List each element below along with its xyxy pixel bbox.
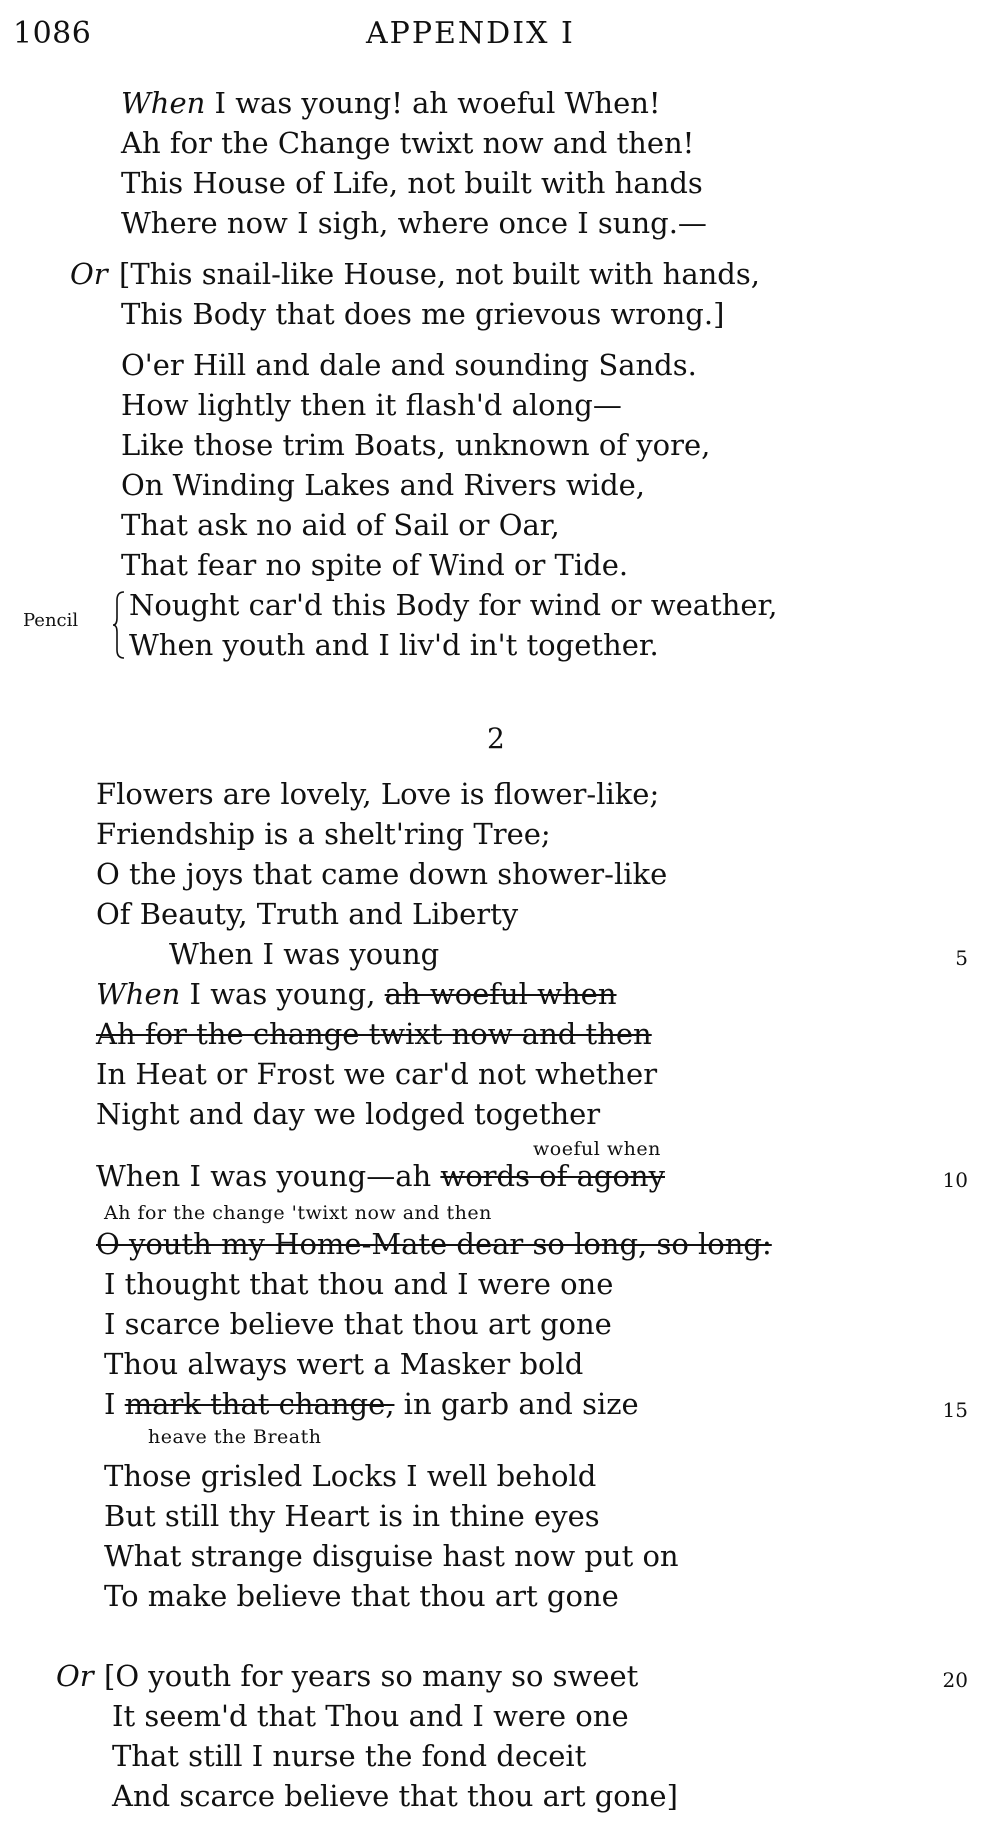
- poem-line: But still thy Heart is in thine eyes: [104, 1499, 600, 1533]
- poem-line: How lightly then it flash'd along—: [121, 388, 622, 422]
- or-label: Or: [70, 257, 108, 291]
- interlinear-annotation: woeful when: [533, 1138, 661, 1160]
- poem-line: I scarce believe that thou art gone: [104, 1307, 612, 1341]
- poem-line: [96, 1158, 665, 1194]
- line-text: I was young,: [180, 977, 385, 1011]
- poem-variant-line: And scarce believe that thou art gone]: [112, 1779, 678, 1813]
- poem-pencil-line: When youth and I liv'd in't together.: [129, 628, 659, 662]
- poem-line: Friendship is a shelt'ring Tree;: [96, 817, 551, 851]
- poem-line: [96, 1226, 772, 1262]
- struck-text: O youth my Home-Mate dear so long, so long:: [96, 1227, 772, 1261]
- or-label: Or: [56, 1659, 94, 1693]
- poem-line: Of Beauty, Truth and Liberty: [96, 897, 519, 931]
- poem-pencil-line: Nought car'd this Body for wind or weather,: [129, 588, 778, 622]
- left-brace-icon: [112, 590, 126, 660]
- line-number: 5: [955, 946, 968, 970]
- poem-line: When I was young: [169, 937, 440, 971]
- section-number: 2: [487, 722, 505, 755]
- poem-variant-line: [This snail-like House, not built with hands,: [119, 257, 760, 291]
- page-number: 1086: [13, 16, 92, 51]
- poem-line: That ask no aid of Sail or Oar,: [121, 508, 560, 542]
- interlinear-annotation: heave the Breath: [148, 1426, 322, 1448]
- poem-line: I thought that thou and I were one: [104, 1267, 614, 1301]
- poem-line: On Winding Lakes and Rivers wide,: [121, 468, 646, 502]
- poem-variant-line: This Body that does me grievous wrong.]: [121, 297, 725, 331]
- poem-line: Ah for the Change twixt now and then!: [121, 126, 695, 160]
- poem-line: O the joys that came down shower-like: [96, 857, 668, 891]
- line-text: When I was young—ah: [96, 1159, 441, 1193]
- line-number: 15: [942, 1398, 968, 1422]
- pencil-margin-label: Pencil: [23, 610, 79, 631]
- poem-line: In Heat or Frost we car'd not whether: [96, 1057, 658, 1091]
- line-number: 20: [942, 1668, 968, 1692]
- line-text: I was young! ah woeful When!: [205, 86, 661, 120]
- poem-line: That fear no spite of Wind or Tide.: [121, 548, 629, 582]
- poem-line: Night and day we lodged together: [96, 1097, 601, 1131]
- poem-line: Like those trim Boats, unknown of yore,: [121, 428, 711, 462]
- italic-word: When: [96, 977, 181, 1011]
- poem-line: Those grisled Locks I well behold: [104, 1459, 597, 1493]
- struck-text: ah woeful when: [384, 977, 617, 1011]
- poem-line: Flowers are lovely, Love is flower-like;: [96, 777, 660, 811]
- poem-line: Thou always wert a Masker bold: [104, 1347, 584, 1381]
- poem-line: O'er Hill and dale and sounding Sands.: [121, 348, 697, 382]
- struck-text: words of agony: [440, 1159, 665, 1193]
- line-text: I: [104, 1387, 125, 1421]
- poem-variant-line: [O youth for years so many so sweet: [104, 1659, 639, 1693]
- poem-line: Where now I sigh, where once I sung.—: [121, 206, 707, 240]
- struck-text: mark that change,: [124, 1387, 395, 1421]
- poem-variant-line: It seem'd that Thou and I were one: [112, 1699, 629, 1733]
- poem-line: [104, 1386, 639, 1422]
- poem-line: This House of Life, not built with hands: [121, 166, 703, 200]
- poem-line: [96, 1016, 652, 1052]
- italic-word: When: [121, 86, 206, 120]
- poem-line: [96, 976, 617, 1012]
- line-text: in garb and size: [394, 1387, 639, 1421]
- poem-variant-line: That still I nurse the fond deceit: [112, 1739, 587, 1773]
- interlinear-annotation: Ah for the change 'twixt now and then: [104, 1202, 492, 1224]
- line-number: 10: [942, 1168, 968, 1192]
- page-header-title: APPENDIX I: [366, 16, 575, 51]
- poem-line: To make believe that thou art gone: [104, 1579, 619, 1613]
- poem-line: What strange disguise hast now put on: [104, 1539, 679, 1573]
- poem-line: [121, 85, 661, 121]
- struck-text: Ah for the change twixt now and then: [96, 1017, 652, 1051]
